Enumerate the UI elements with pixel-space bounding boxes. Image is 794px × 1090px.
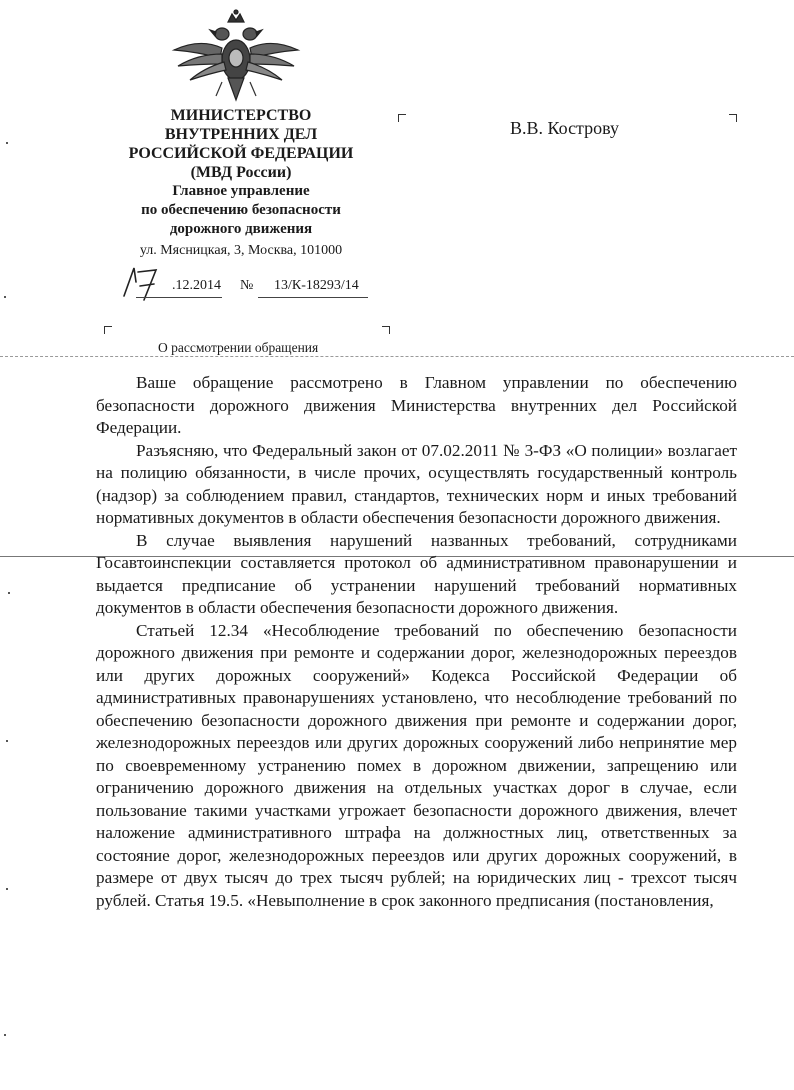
addressee-corner-mark xyxy=(729,114,737,122)
addressee-corner-mark xyxy=(398,114,406,122)
ministry-name xyxy=(110,106,372,182)
number-underline xyxy=(258,297,368,298)
ministry-line: РОССИЙСКОЙ ФЕДЕРАЦИИ xyxy=(128,145,354,162)
body-paragraph: Разъясняю, что Федеральный закон от 07.02.2011 № 3-ФЗ «О полиции» возлагает на полицию обязанности, в числе прочих, осуществлять государственный контроль (надзор) за соблюдением правил, стандартов, технических норм и иных требований нормативных документов в области обеспечения безопасности дорожного движения. xyxy=(96,440,737,527)
ministry-line: ВНУТРЕННИХ ДЕЛ xyxy=(164,126,318,143)
subject-line: О рассмотрении обращения xyxy=(158,340,319,355)
mvd-emblem-icon xyxy=(170,8,302,103)
addressee: В.В. Кострову xyxy=(510,118,620,138)
ministry-line: (МВД России) xyxy=(190,164,292,181)
scan-speck xyxy=(4,296,6,298)
department-line: по обеспечению безопасности xyxy=(141,202,341,218)
department-line: дорожного движения xyxy=(169,221,313,237)
scan-speck xyxy=(8,592,10,594)
letter-body xyxy=(96,372,737,912)
scan-speck xyxy=(6,142,8,144)
date-underline xyxy=(136,297,222,298)
registration-number: 13/К-18293/14 xyxy=(274,278,359,293)
body-paragraph: Ваше обращение рассмотрено в Главном управлении по обеспечению безопасности дорожного движения Министерства внутренних дел Российской Федерации. xyxy=(96,373,737,437)
registration-number-label: № xyxy=(240,278,254,293)
handwritten-day-mark xyxy=(116,262,166,302)
body-paragraph: В случае выявления нарушений названных требований, сотрудниками Госавтоинспекции составляется протокол об административном правонарушении и выдается предписание об устранении нарушений требований нормативных документов в области обеспечения безопасности дорожного движения. xyxy=(96,530,737,617)
department-line: Главное управление xyxy=(172,183,310,199)
subject-corner-mark xyxy=(104,326,112,334)
scan-speck xyxy=(6,740,8,742)
registration-date: .12.2014 xyxy=(172,278,221,293)
scan-speck xyxy=(4,1034,6,1036)
ministry-line: МИНИСТЕРСТВО xyxy=(170,107,312,124)
subject-corner-mark xyxy=(382,326,390,334)
department-name xyxy=(110,182,372,239)
address: ул. Мясницкая, 3, Москва, 101000 xyxy=(139,243,343,258)
scan-speck xyxy=(6,888,8,890)
scan-artifact-line xyxy=(0,356,794,357)
body-paragraph: Статьей 12.34 «Несоблюдение требований по обеспечению безопасности дорожного движения при ремонте и содержании дорог, железнодорожных переездов или других дорожных сооружений» Кодекса Российской Федерации об административных правонарушениях установлено, что несоблюдение требований по обеспечению безопасности дорожного движения при ремонте и содержании дорог, железнодорожных переездов или других дорожных сооружений либо непринятие мер по своевременному устранению помех в дорожном движении, запрещению или ограничению дорожного движения на отдельных участках дорог в случае, если пользование такими участками угрожает безопасности дорожного движения, влечет наложение административного штрафа на должностных лиц, ответственных за состояние дорог, железнодорожных переездов или других дорожных сооружений, в размере от двух тысяч до трех тысяч рублей; на юридических лиц - трехсот тысяч рублей. Статья 19.5. «Невыполнение в срок законного предписания (постановления, xyxy=(96,620,737,910)
